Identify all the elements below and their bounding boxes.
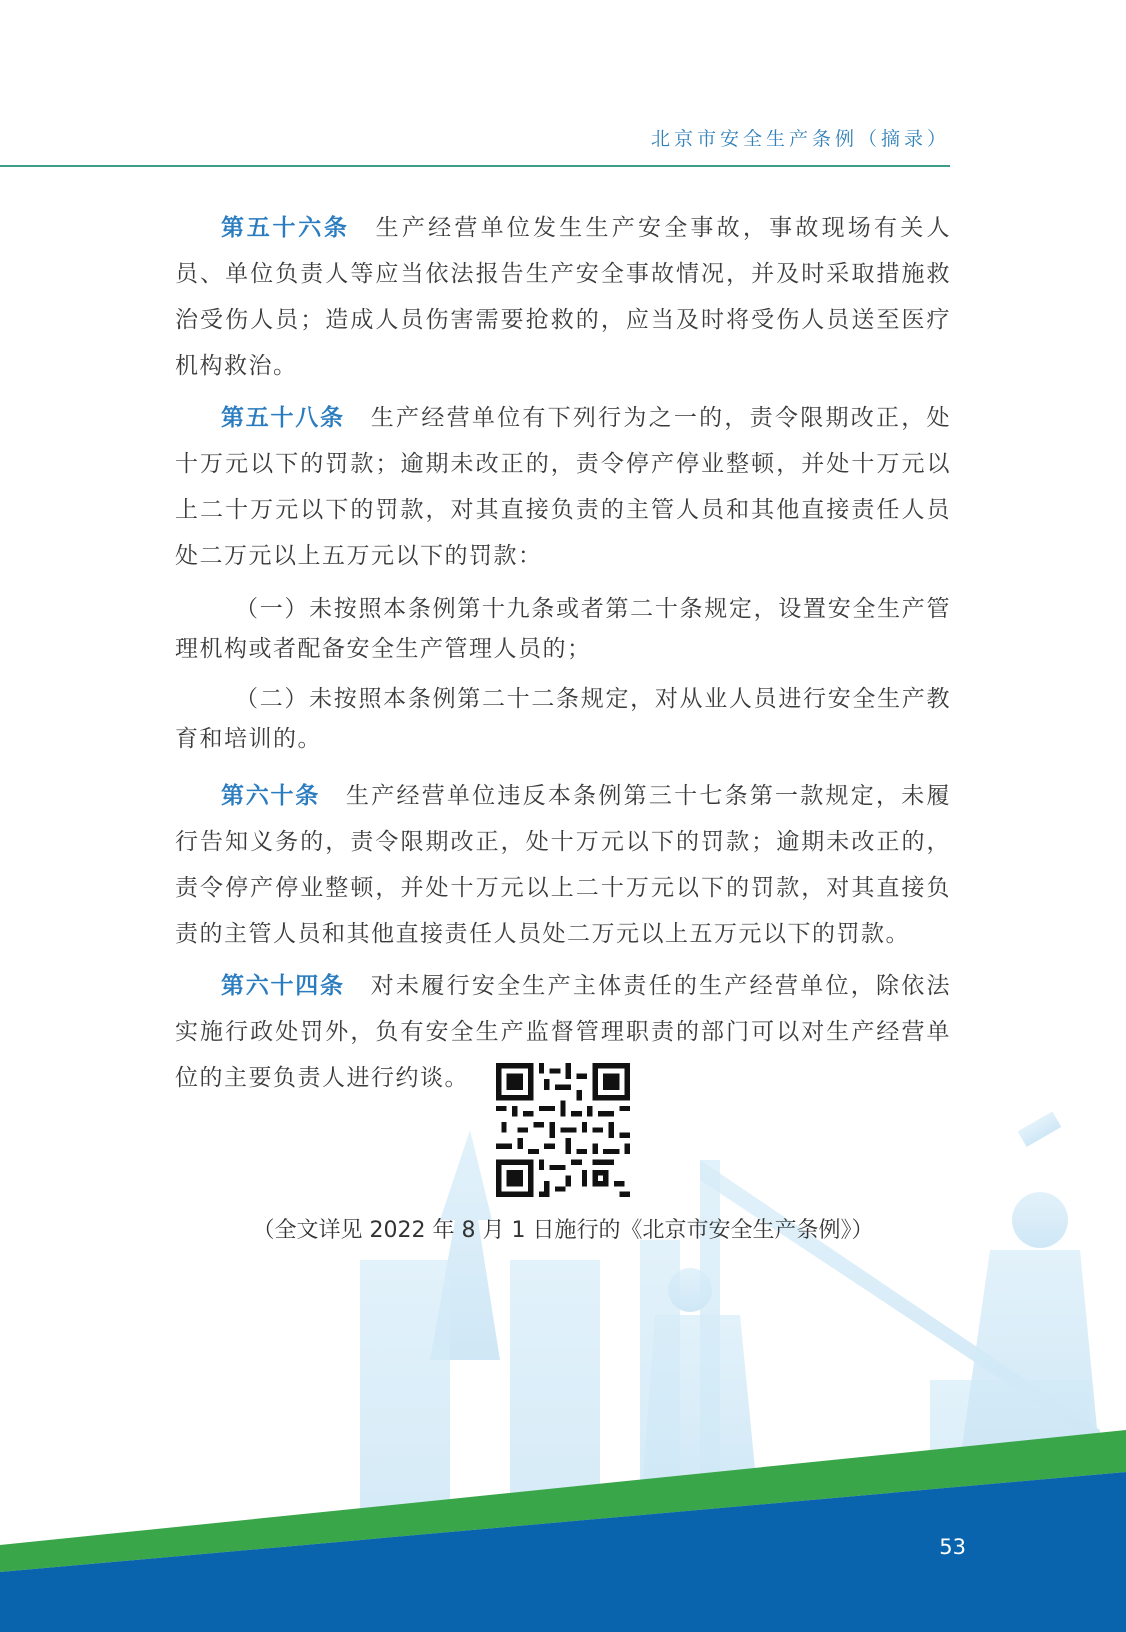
article-56 [175, 205, 951, 389]
page-number: 53 [939, 1535, 966, 1559]
article-title: 第六十四条 [221, 973, 345, 999]
qr-code[interactable] [496, 1063, 630, 1197]
header-title: 北京市安全生产条例（摘录） [650, 128, 950, 150]
article-title: 第六十条 [221, 783, 320, 809]
article-58-item-1: （一）未按照本条例第十九条或者第二十条规定，设置安全生产管理机构或者配备安全生产管理人员的； [175, 596, 951, 662]
article-60 [175, 773, 951, 957]
caption: （全文详见 2022 年 8 月 1 日施行的《北京市安全生产条例》） [252, 1218, 874, 1243]
article-58 [175, 395, 951, 579]
article-title: 第五十八条 [221, 405, 345, 431]
article-title: 第五十六条 [221, 215, 350, 241]
article-text: 生产经营单位有下列行为之一的，责令限期改正，处十万元以下的罚款；逾期未改正的，责令停产停业整顿，并处十万元以上二十万元以下的罚款，对其直接负责的主管人员和其他直接责任人员处二万元以上五万元以下的罚款： [175, 405, 952, 569]
article-text: 生产经营单位违反本条例第三十七条第一款规定，未履行告知义务的，责令限期改正，处十万元以下的罚款；逾期未改正的，责令停产停业整顿，并处十万元以上二十万元以下的罚款，对其直接负责的主管人员和其他直接责任人员处二万元以上五万元以下的罚款。 [175, 783, 952, 947]
article-text: 生产经营单位发生生产安全事故，事故现场有关人员、单位负责人等应当依法报告生产安全事故情况，并及时采取措施救治受伤人员；造成人员伤害需要抢救的，应当及时将受伤人员送至医疗机构救治。 [175, 215, 952, 379]
article-text: 对未履行安全生产主体责任的生产经营单位，除依法实施行政处罚外，负有安全生产监督管理职责的部门可以对生产经营单位的主要负责人进行约谈。 [175, 973, 952, 1091]
header-rule [0, 165, 950, 167]
main-content [175, 205, 951, 1101]
article-58-item-2: （二）未按照本条例第二十二条规定，对从业人员进行安全生产教育和培训的。 [175, 686, 951, 752]
